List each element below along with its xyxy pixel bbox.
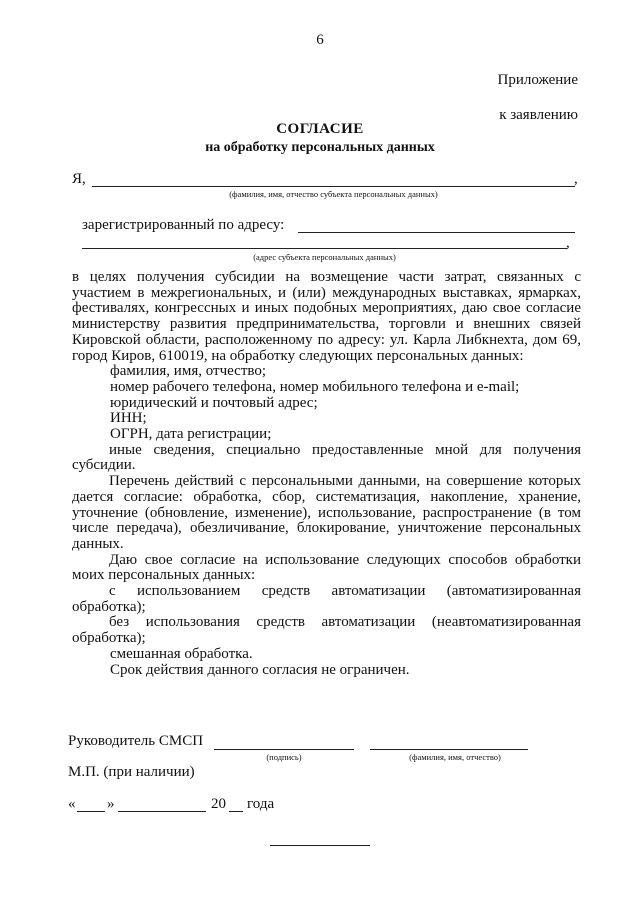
date-day-field[interactable] [77,811,105,812]
fio-comma: , [574,171,578,187]
address-comma: , [566,235,570,251]
fio-hint: (фамилия, имя, отчество субъекта персональных данных) [229,189,438,199]
appendix-ref: к заявлению [499,107,578,123]
method-item: без использования средств автоматизации (неавтоматизированная обработка); [72,614,581,647]
date-close-quote: » [107,796,115,812]
data-item: юридический и почтовый адрес; [110,394,318,411]
method-item: смешанная обработка. [110,645,253,662]
doc-title: СОГЛАСИЕ [276,121,364,137]
date-year-prefix: 20 [211,796,226,812]
actions-paragraph: Перечень действий с персональными данными, на совершение которых дается согласие: обработка, сбор, систематизация, накопление, хранение, уточнение (обновление, изменение), использование, распространение (в том числе передача), обезличивание, блокирование, уничтожение персональных данных. [72,473,581,552]
data-item: номер рабочего телефона, номер мобильного телефона и e-mail; [110,378,520,395]
address-label: зарегистрированный по адресу: [82,217,285,233]
head-name-field[interactable] [370,749,528,750]
data-item: ИНН; [110,410,147,427]
stamp-label: М.П. (при наличии) [68,764,195,780]
address-field-2[interactable] [82,248,567,249]
head-label: Руководитель СМСП [68,733,204,749]
date-year-field[interactable] [229,811,243,812]
ya-label: Я, [72,171,86,187]
method-item: с использованием средств автоматизации (автоматизированная обработка); [72,583,581,615]
doc-subtitle: на обработку персональных данных [205,140,435,155]
date-month-field[interactable] [118,811,206,812]
data-item: ОГРН, дата регистрации; [110,426,272,443]
address-field-1[interactable] [298,232,575,233]
sign-hint: (подпись) [266,752,302,762]
methods-paragraph: Даю свое согласие на использование следующих способов обработки моих персональных данных: [72,551,581,584]
data-item: фамилия, имя, отчество; [110,363,267,380]
date-open-quote: « [68,796,76,812]
term-paragraph: Срок действия данного согласия не ограничен. [110,661,410,678]
consent-body [72,270,581,678]
page-number: 6 [316,32,324,48]
address-hint: (адрес субъекта персональных данных) [253,252,396,262]
bottom-divider [270,845,370,846]
appendix-label: Приложение [497,72,578,88]
date-year-suffix: года [247,796,275,812]
signature-field[interactable] [214,749,354,750]
purpose-paragraph: в целях получения субсидии на возмещение части затрат, связанных с участием в межрегиональных, и (или) международных выставках, ярмарках, фестивалях, конгрессных и иных подобных мероприятиях, даю свое согласие министерству развития предпринимательства, торговли и внешних связей Кировской области, расположенному по адресу: ул. Карла Либкнехта, дом 69, город Киров, 610019, на обработку следующих персональных данных: [72,269,581,364]
fio-field[interactable] [92,186,575,187]
data-item: иные сведения, специально предоставленные мной для получения субсидии. [72,441,581,474]
name-hint: (фамилия, имя, отчество) [409,752,501,762]
